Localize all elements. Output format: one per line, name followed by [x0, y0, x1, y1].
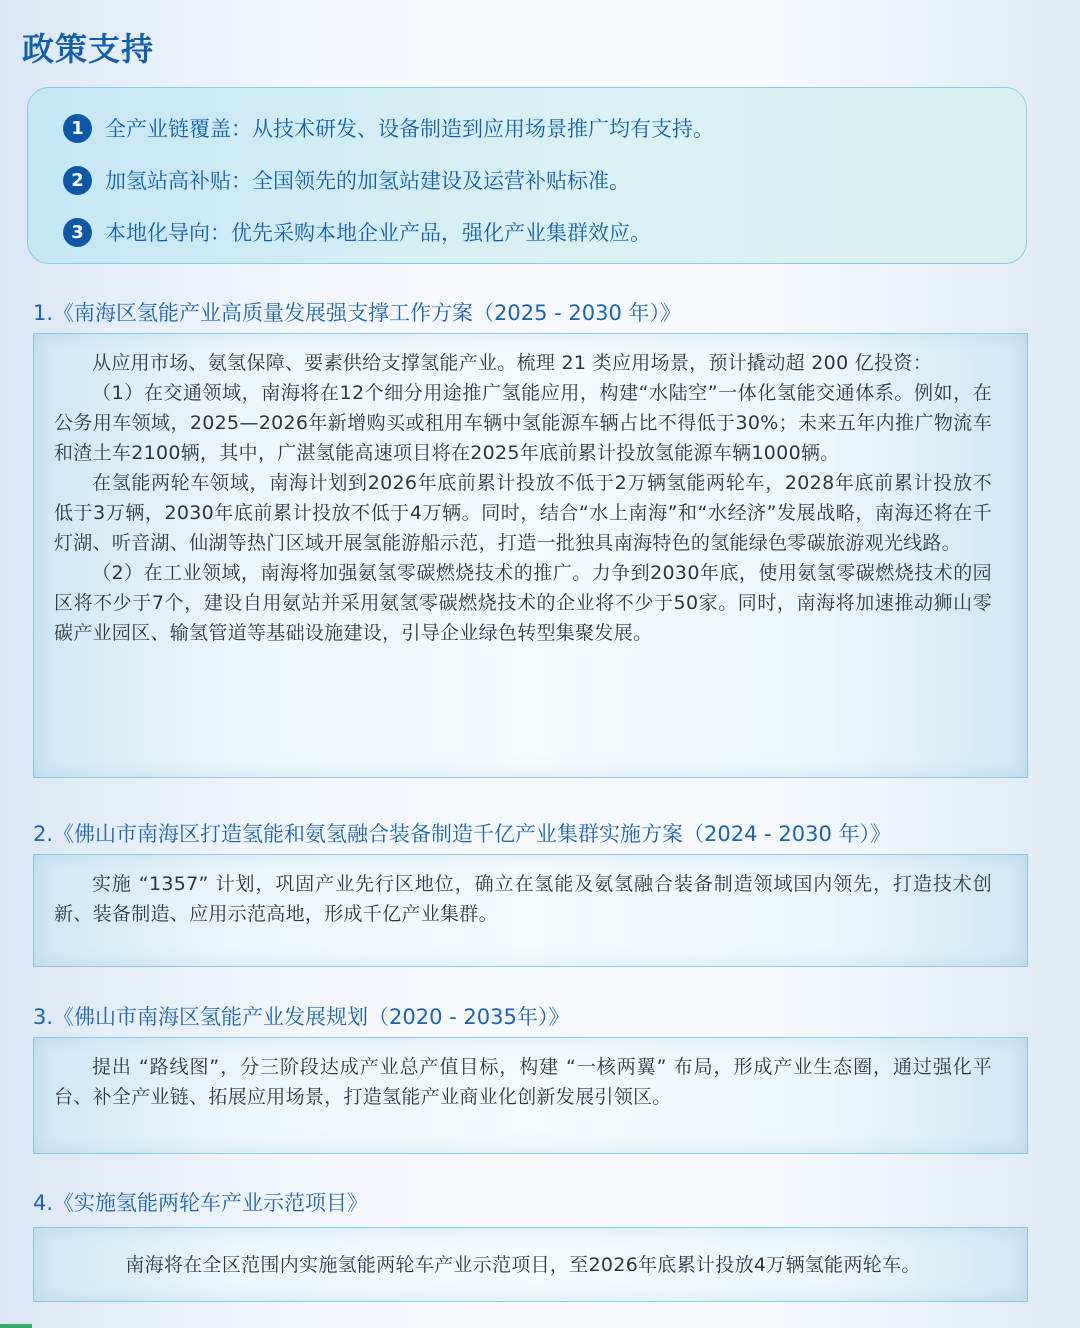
number-badge: 3 [63, 218, 92, 247]
section-title: 1.《南海区氢能产业高质量发展强支撑工作方案（2025 - 2030 年）》 [33, 301, 682, 325]
highlight-text: 加氢站高补贴：全国领先的加氢站建设及运营补贴标准。 [105, 169, 630, 193]
paragraph: 提出 “路线图”，分三阶段达成产业总产值目标，构建 “一核两翼” 布局，形成产业生态圈，通过强化平台、补全产业链、拓展应用场景，打造氢能产业商业化创新发展引领区。 [54, 1056, 992, 1108]
number-badge: 2 [63, 166, 92, 195]
page-title: 政策支持 [22, 30, 155, 68]
section-content [33, 854, 1028, 967]
section-content [33, 333, 1028, 778]
paragraph: 南海将在全区范围内实施氢能两轮车产业示范项目，至2026年底累计投放4万辆氢能两轮车。 [125, 1254, 921, 1276]
paragraph: （2）在工业领域，南海将加强氨氢零碳燃烧技术的推广。力争到2030年底，使用氨氢零碳燃烧技术的园区将不少于7个，建设自用氨站并采用氨氢零碳燃烧技术的企业将不少于50家。同时，南海将加速推动狮山零碳产业园区、输氢管道等基础设施建设，引导企业绿色转型集聚发展。 [54, 562, 992, 644]
highlight-item [63, 165, 630, 195]
section-title: 3.《佛山市南海区氢能产业发展规划（2020 - 2035年）》 [33, 1005, 570, 1029]
highlight-text: 本地化导向：优先采购本地企业产品，强化产业集群效应。 [105, 221, 651, 245]
highlights-panel [27, 87, 1027, 264]
highlight-item [63, 113, 714, 143]
section-content [33, 1227, 1028, 1302]
paragraph: 从应用市场、氨氢保障、要素供给支撑氢能产业。梳理 21 类应用场景，预计撬动超 200 亿投资： [92, 352, 933, 374]
corner-accent [0, 1324, 32, 1328]
paragraph: 在氢能两轮车领域，南海计划到2026年底前累计投放不低于2万辆氢能两轮车，2028年底前累计投放不低于3万辆，2030年底前累计投放不低于4万辆。同时，结合“水上南海”和“水经济”发展战略，南海还将在千灯湖、听音湖、仙湖等热门区域开展氢能游船示范，打造一批独具南海特色的氢能绿色零碳旅游观光线路。 [54, 472, 992, 554]
section-title: 2.《佛山市南海区打造氢能和氨氢融合装备制造千亿产业集群实施方案（2024 - 2030 年）》 [33, 822, 892, 846]
paragraph: 实施 “1357” 计划，巩固产业先行区地位，确立在氢能及氨氢融合装备制造领域国内领先，打造技术创新、装备制造、应用示范高地，形成千亿产业集群。 [54, 873, 992, 925]
number-badge: 1 [63, 114, 92, 143]
highlight-text: 全产业链覆盖：从技术研发、设备制造到应用场景推广均有支持。 [105, 117, 714, 141]
highlight-item [63, 217, 651, 247]
paragraph: （1）在交通领域，南海将在12个细分用途推广氢能应用，构建“水陆空”一体化氢能交通体系。例如，在公务用车领域，2025—2026年新增购买或租用车辆中氢能源车辆占比不得低于30%；未来五年内推广物流车和渣土车2100辆，其中，广湛氢能高速项目将在2025年底前累计投放氢能源车辆1000辆。 [54, 382, 992, 464]
section-content [33, 1037, 1028, 1154]
section-title: 4.《实施氢能两轮车产业示范项目》 [33, 1191, 369, 1215]
